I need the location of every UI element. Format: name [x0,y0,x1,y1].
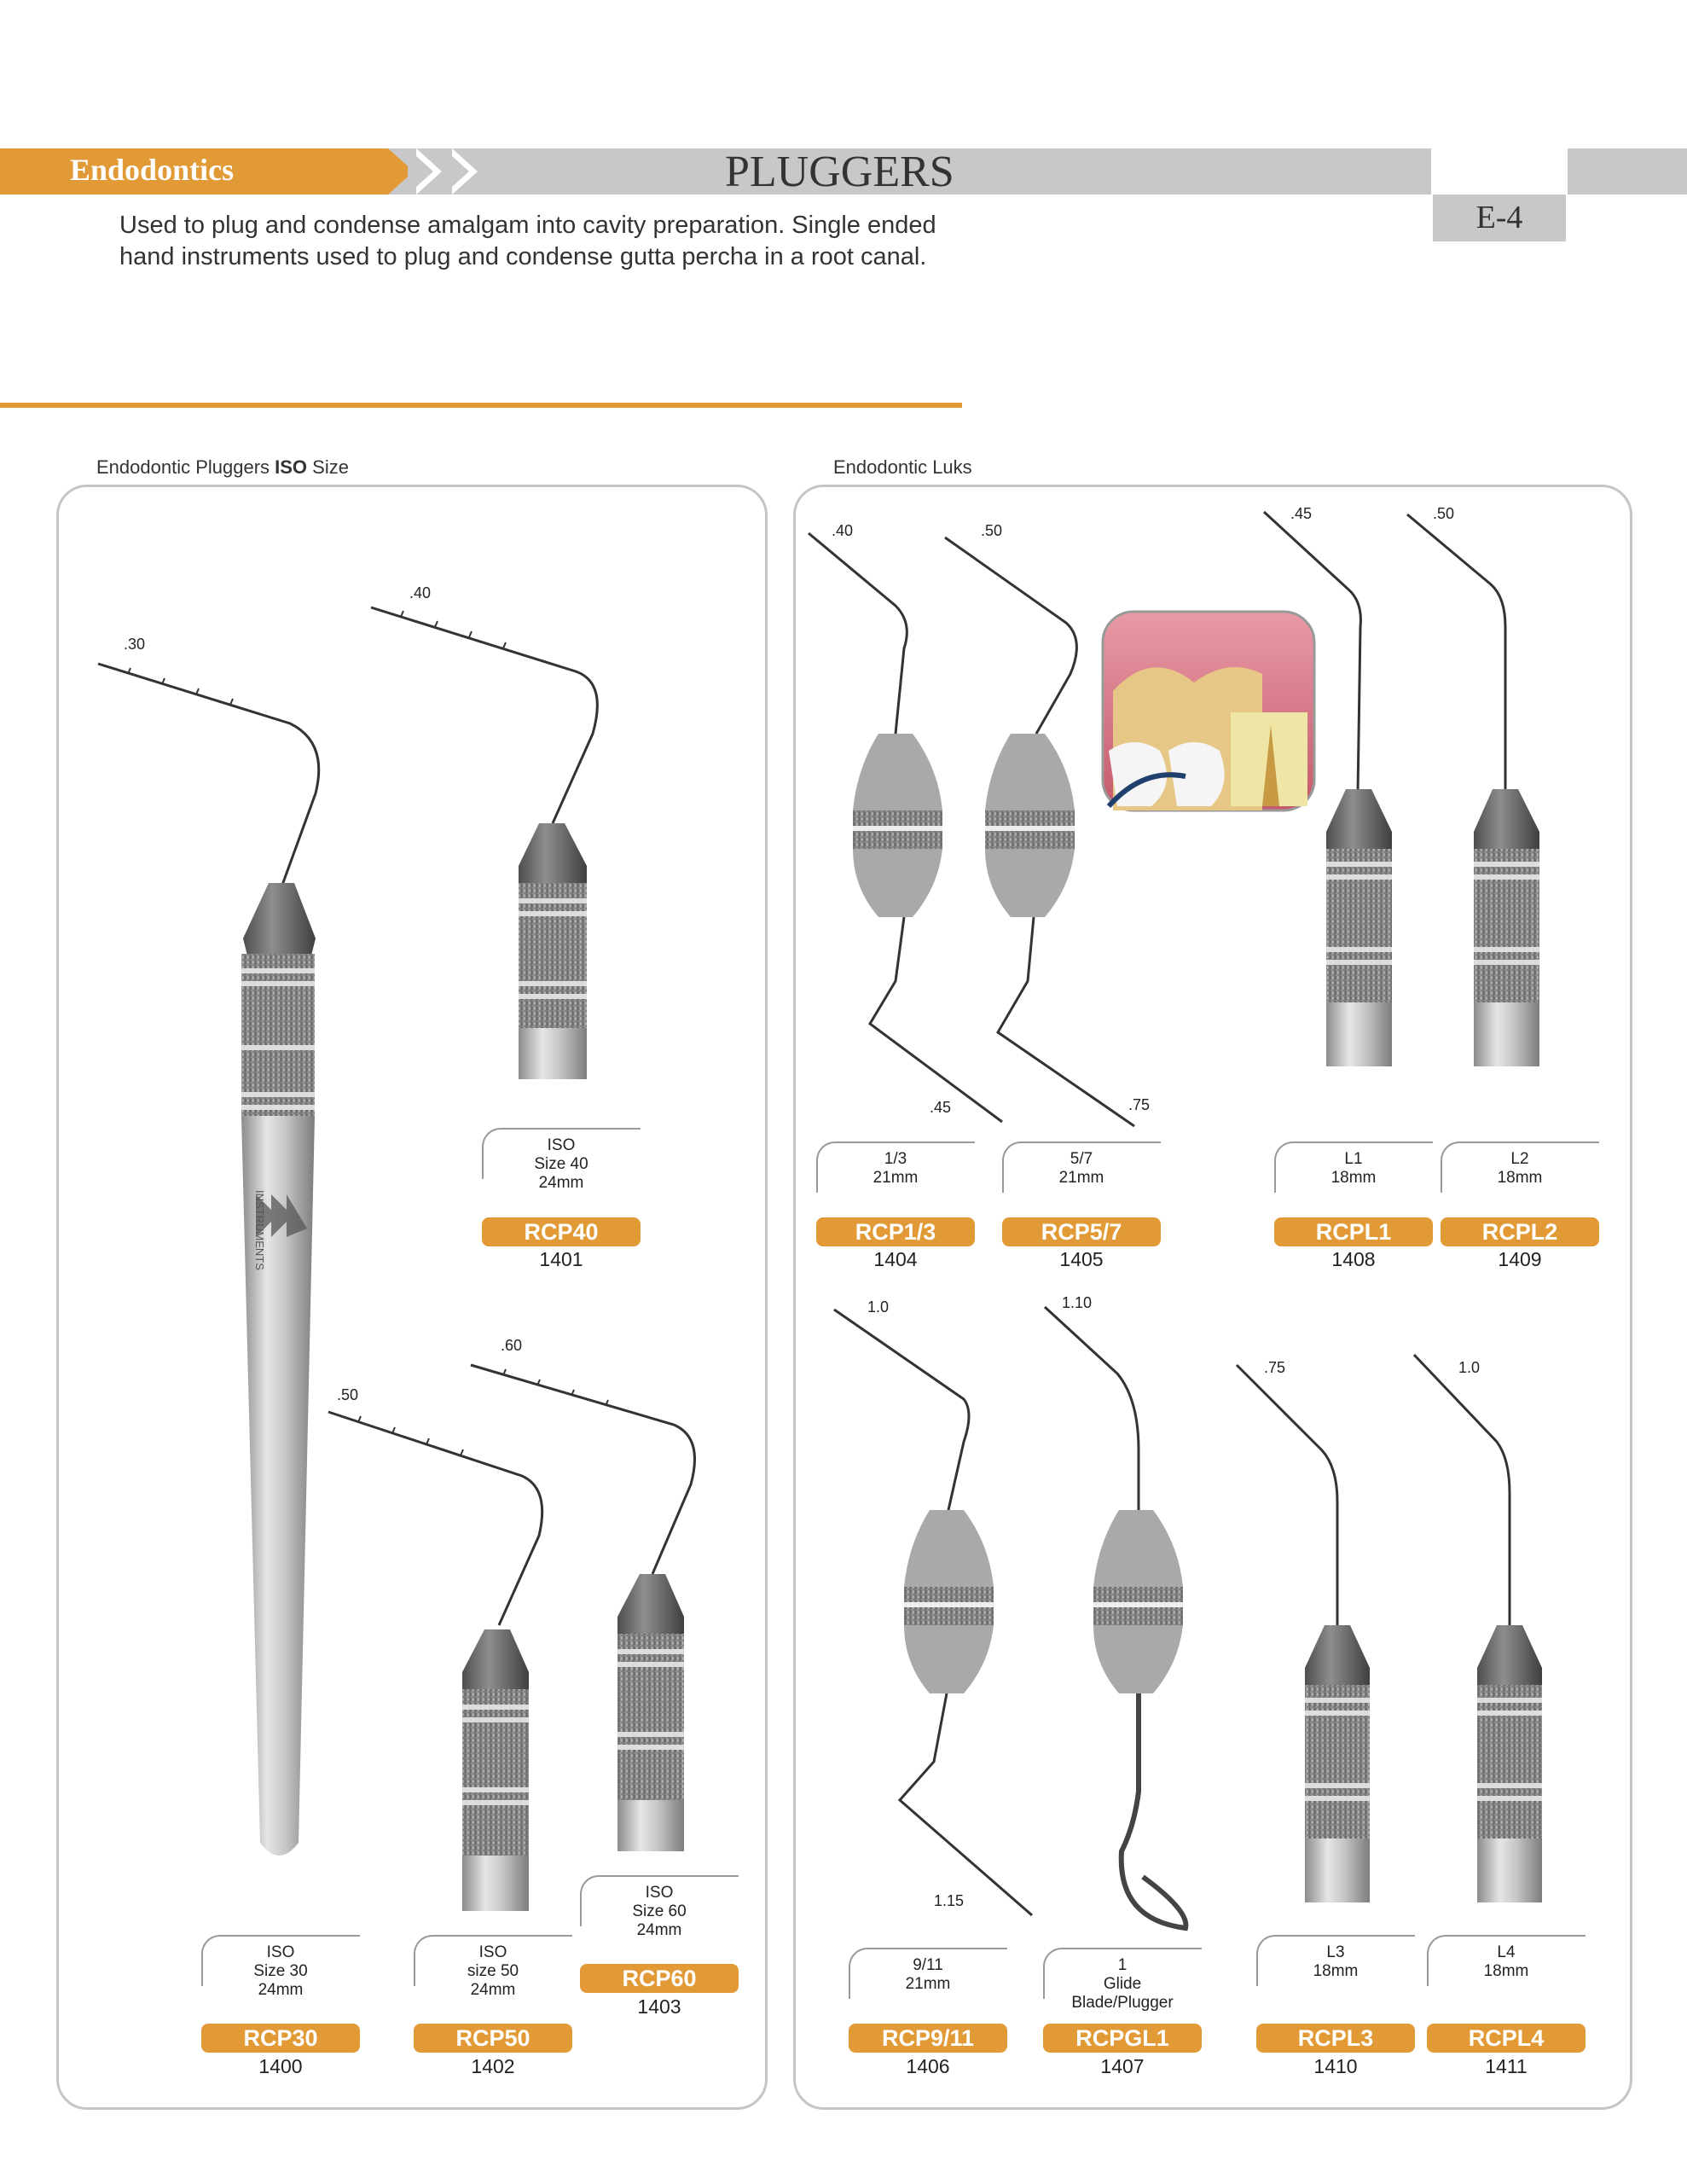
product-spec [816,1141,975,1188]
tip-size: .45 [930,1099,952,1116]
product-code: 1402 [471,2055,515,2077]
spec-text: ISO Size 30 24mm [253,1943,308,1999]
tip-size: .40 [832,522,854,539]
product-model-badge: RCP60 [580,1964,739,1993]
spec-text: ISO size 50 24mm [467,1943,519,1999]
spec-text: 1 Glide Blade/Plugger [1071,1956,1174,2012]
spec-text: ISO Size 60 24mm [632,1884,687,1939]
instrument-rcpl4 [1414,1355,1542,1902]
caption-bold: ISO [275,456,308,478]
product-code: 1403 [637,1995,681,2018]
product-model-badge: RCPL3 [1256,2024,1415,2053]
product-model-badge: RCP9/11 [849,2024,1007,2053]
product-model-badge: RCP50 [414,2024,572,2053]
product-model-badge: RCPL2 [1441,1217,1599,1246]
product-spec [1427,1935,1586,1981]
tip-size: .75 [1128,1096,1151,1113]
product-spec [1274,1141,1433,1188]
section-title: Endodontics [70,153,235,187]
product-code: 1409 [1498,1248,1542,1270]
tip-size: .30 [124,636,146,653]
product-code: 1406 [906,2055,950,2077]
intro-line: Used to plug and condense amalgam into cavity preparation. Single ended [119,212,936,239]
instrument-rcpgl1 [1045,1307,1186,1928]
instrument-rcpl3 [1237,1365,1370,1902]
product-spec [1441,1141,1599,1188]
product-spec [1043,1948,1202,2013]
product-code: 1408 [1331,1248,1376,1270]
product-code: 1404 [873,1248,918,1270]
caption-text: Endodontic Pluggers [96,456,275,478]
spec-text: 1/3 21mm [872,1150,919,1187]
spec-text: L1 18mm [1330,1150,1377,1187]
tip-size: .50 [337,1386,359,1403]
tip-size: .45 [1290,505,1313,522]
tip-size: .75 [1264,1359,1286,1376]
product-code: 1401 [539,1248,583,1270]
instrument-rcp50 [328,1412,542,1911]
page-title: PLUGGERS [725,148,954,196]
tip-size: .60 [501,1337,523,1354]
product-code: 1411 [1485,2055,1528,2077]
right-panel-caption: Endodontic Luks [833,456,972,478]
tip-size: 1.0 [867,1298,890,1316]
instrument-rcp1-3 [809,533,1002,1122]
product-code: 1400 [258,2055,303,2077]
spec-text: 5/7 21mm [1058,1150,1104,1187]
tip-size: .50 [981,522,1003,539]
page-number: E-4 [1433,195,1566,241]
product-model-badge: RCP1/3 [816,1217,975,1246]
spec-text: 9/11 21mm [905,1956,951,1993]
product-spec [201,1935,360,2000]
caption-text: Size [307,456,349,478]
product-model-badge: RCPGL1 [1043,2024,1202,2053]
instrument-rcp5-7 [945,537,1134,1126]
instrument-rcpl2 [1407,514,1539,1066]
tooth-illustration [1103,612,1314,810]
product-model-badge: RCPL4 [1427,2024,1586,2053]
product-code: 1410 [1313,2055,1358,2077]
product-spec [849,1948,1007,1994]
spec-text: L2 18mm [1497,1150,1543,1187]
spec-text: L4 18mm [1483,1943,1529,1980]
handle-logo-text: INSTRUMENTS [253,1190,266,1270]
tip-size: 1.10 [1062,1294,1093,1311]
product-code: 1407 [1100,2055,1145,2077]
spec-text: L3 18mm [1313,1943,1359,1980]
product-spec [580,1875,739,1940]
intro-line: hand instruments used to plug and condense gutta percha in a root canal. [119,243,927,270]
product-code: 1405 [1059,1248,1104,1270]
instrument-rcp40 [371,607,597,1079]
product-spec [414,1935,572,2000]
tip-size: 1.0 [1458,1359,1481,1376]
product-model-badge: RCPL1 [1274,1217,1433,1246]
tip-size: 1.15 [934,1892,965,1909]
product-spec [1256,1935,1415,1981]
tip-size: .50 [1433,505,1455,522]
product-model-badge: RCP30 [201,2024,360,2053]
instrument-rcp30 [98,664,319,1856]
tip-size: .40 [409,584,432,601]
spec-text: ISO Size 40 24mm [534,1136,588,1192]
product-spec [482,1128,641,1193]
product-model-badge: RCP40 [482,1217,641,1246]
product-spec [1002,1141,1161,1188]
product-model-badge: RCP5/7 [1002,1217,1161,1246]
instrument-rcp9-11 [834,1310,1032,1915]
